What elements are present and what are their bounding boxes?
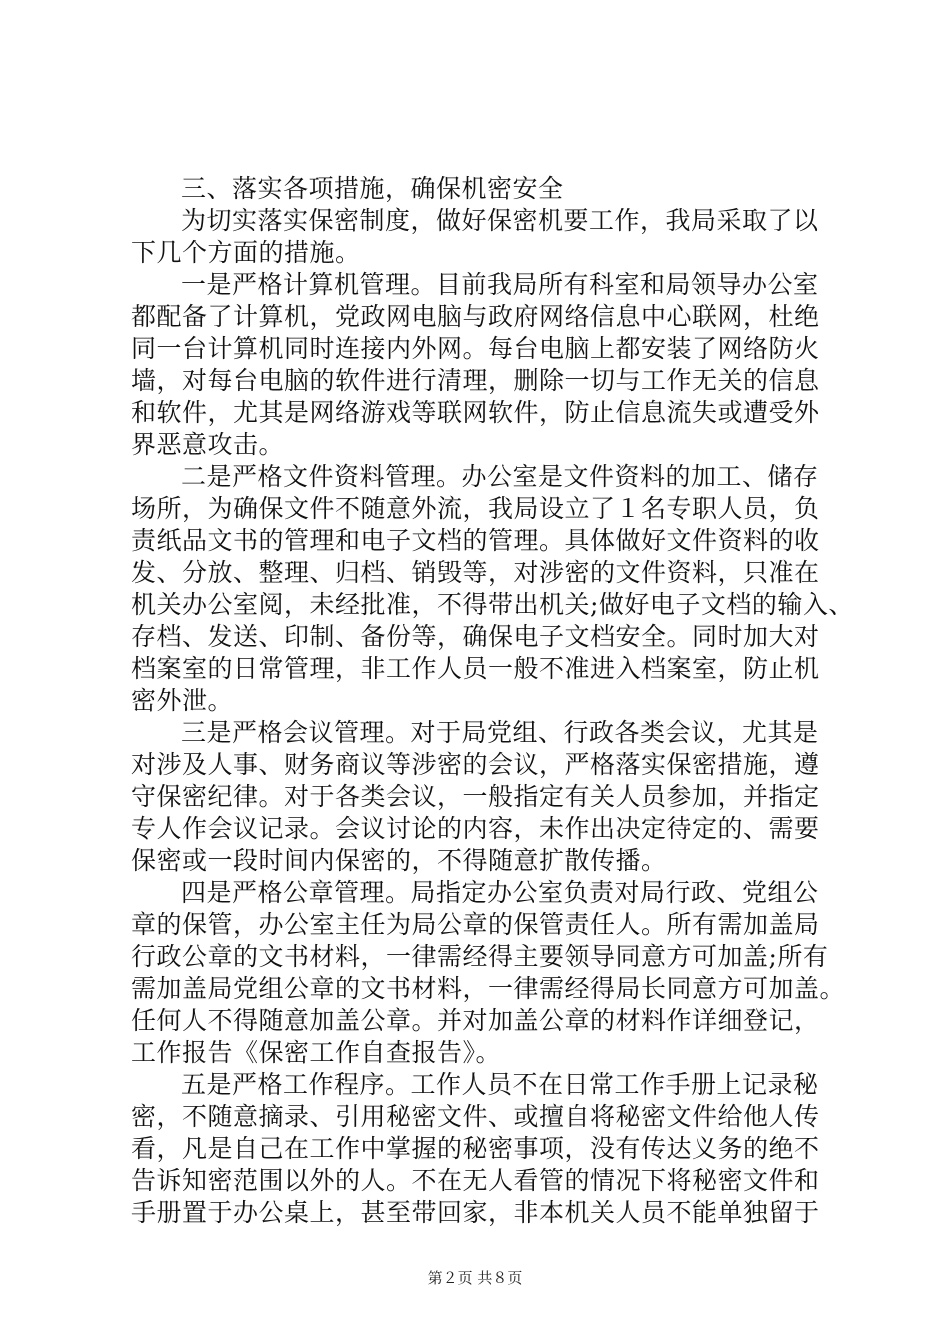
page-footer: 第２页 共８页 <box>427 1269 523 1287</box>
paragraph-line: 存档、发送、印制、备份等，确保电子文档安全。同时加大对 <box>131 622 820 651</box>
paragraph-line: 机关办公室阅，未经批准，不得带出机关;做好电子文档的输入、 <box>131 590 854 619</box>
paragraph-line: 守保密纪律。对于各类会议，一般指定有关人员参加，并指定 <box>131 782 820 811</box>
paragraph-line: 场所，为确保文件不随意外流，我局设立了１名专职人员，负 <box>131 494 820 523</box>
paragraph-line: 看，凡是自己在工作中掌握的秘密事项，没有传达义务的绝不 <box>131 1134 820 1163</box>
paragraph-line: 保密或一段时间内保密的，不得随意扩散传播。 <box>131 846 667 875</box>
paragraph-first-line: 为切实落实保密制度，做好保密机要工作，我局采取了以 <box>181 206 819 235</box>
paragraph-first-line: 四是严格公章管理。局指定办公室负责对局行政、党组公 <box>181 878 819 907</box>
document-body <box>131 173 854 1229</box>
paragraph-line: 都配备了计算机，党政网电脑与政府网络信息中心联网，杜绝 <box>131 302 820 331</box>
paragraph-line: 密，不随意摘录、引用秘密文件、或擅自将秘密文件给他人传 <box>131 1102 820 1131</box>
paragraph-line: 档案室的日常管理，非工作人员一般不准进入档案室，防止机 <box>131 654 820 683</box>
paragraph-line: 手册置于办公桌上，甚至带回家，非本机关人员不能单独留于 <box>131 1198 820 1227</box>
paragraph-line: 责纸品文书的管理和电子文档的管理。具体做好文件资料的收 <box>131 526 820 555</box>
paragraph-line: 下几个方面的措施。 <box>131 238 361 267</box>
paragraph-line: 章的保管，办公室主任为局公章的保管责任人。所有需加盖局 <box>131 910 820 939</box>
paragraph-line: 同一台计算机同时连接内外网。每台电脑上都安装了网络防火 <box>131 334 820 363</box>
paragraph-line: 密外泄。 <box>131 686 234 715</box>
paragraph-first-line: 一是严格计算机管理。目前我局所有科室和局领导办公室 <box>181 270 819 299</box>
paragraph-line: 告诉知密范围以外的人。不在无人看管的情况下将秘密文件和 <box>131 1166 820 1195</box>
paragraph-line: 对涉及人事、财务商议等涉密的会议，严格落实保密措施，遵 <box>131 750 820 779</box>
paragraph-line: 行政公章的文书材料，一律需经得主要领导同意方可加盖;所有 <box>131 942 829 971</box>
paragraph-first-line: 三、落实各项措施，确保机密安全 <box>181 174 564 203</box>
paragraph-line: 工作报告《保密工作自查报告》。 <box>131 1038 502 1067</box>
paragraph-line: 专人作会议记录。会议讨论的内容，未作出决定待定的、需要 <box>131 814 820 843</box>
paragraph-first-line: 三是严格会议管理。对于局党组、行政各类会议，尤其是 <box>181 718 819 747</box>
paragraph-line: 需加盖局党组公章的文书材料，一律需经得局长同意方可加盖。 <box>131 974 846 1003</box>
paragraph-line: 和软件，尤其是网络游戏等联网软件，防止信息流失或遭受外 <box>131 398 820 427</box>
paragraph-line: 发、分放、整理、归档、销毁等，对涉密的文件资料，只准在 <box>131 558 820 587</box>
paragraph-line: 墙，对每台电脑的软件进行清理，删除一切与工作无关的信息 <box>131 366 820 395</box>
paragraph-line: 任何人不得随意加盖公章。并对加盖公章的材料作详细登记， <box>131 1006 820 1035</box>
paragraph-first-line: 五是严格工作程序。工作人员不在日常工作手册上记录秘 <box>181 1070 819 1099</box>
paragraph-line: 界恶意攻击。 <box>131 430 285 459</box>
paragraph-first-line: 二是严格文件资料管理。办公室是文件资料的加工、储存 <box>181 462 819 491</box>
